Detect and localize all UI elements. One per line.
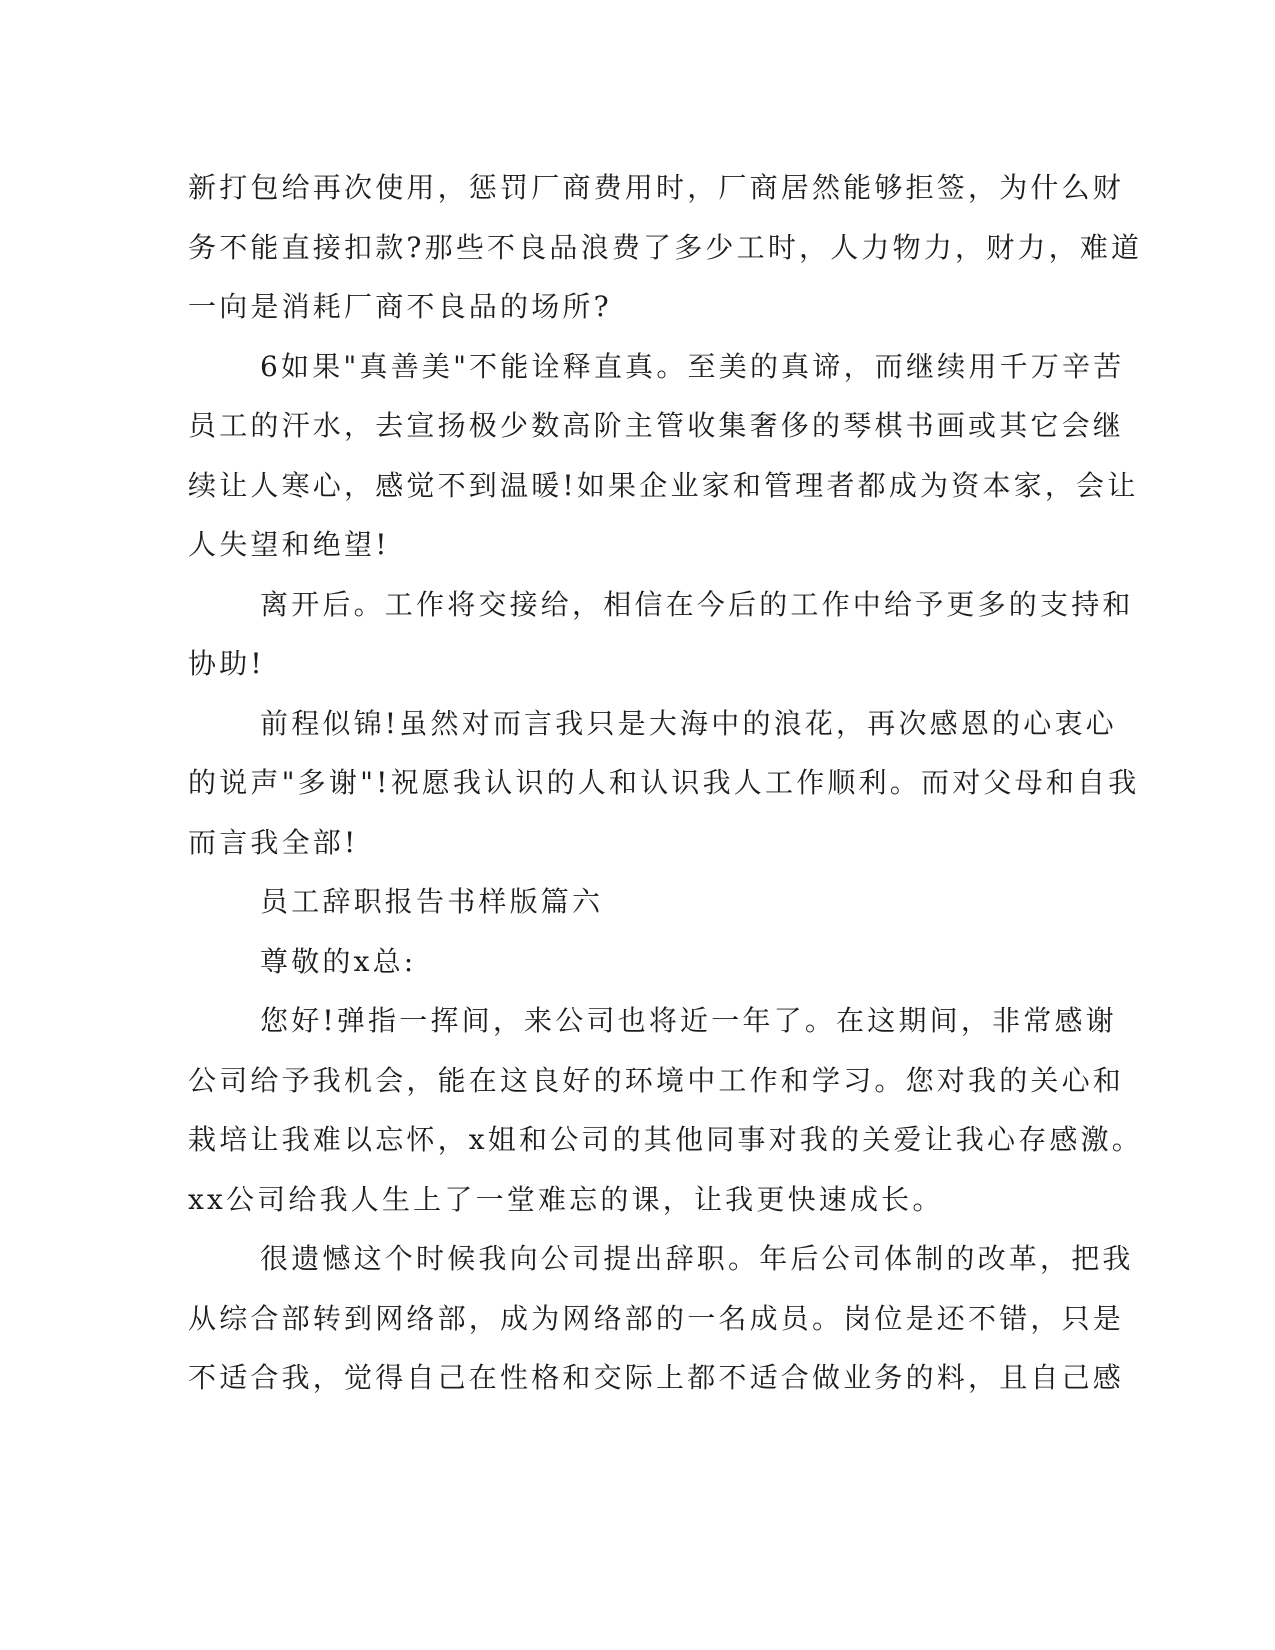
paragraph: [188, 575, 1134, 694]
text-line: 您好!弹指一挥间，来公司也将近一年了。在这期间，非常感谢: [260, 1004, 1117, 1037]
salutation: [188, 932, 1058, 992]
text-line: 很遗憾这个时候我向公司提出辞职。年后公司体制的改革，把我: [260, 1242, 1134, 1275]
paragraph: [188, 158, 1143, 337]
text-line: 离开后。工作将交接给，相信在今后的工作中给予更多的支持和: [260, 587, 1134, 621]
text-line: 续让人寒心，感觉不到温暖!如果企业家和管理者都成为资本家，会让: [188, 468, 1139, 502]
paragraph: [188, 991, 1143, 1229]
text-line: 6如果"真善美"不能诠释直真。至美的真谛，而继续用千万辛苦: [260, 349, 1125, 383]
text-line: 公司给予我机会，能在这良好的环境中工作和学习。您对我的关心和: [188, 1063, 1125, 1097]
text-line: 前程似锦!虽然对而言我只是大海中的浪花，再次感恩的心衷心: [260, 706, 1117, 740]
text-line: 员工辞职报告书样版篇六: [260, 885, 604, 918]
paragraph: [188, 337, 1139, 575]
text-line: 员工的汗水，去宣扬极少数高阶主管收集奢侈的琴棋书画或其它会继: [188, 409, 1125, 442]
text-line: 新打包给再次使用，惩罚厂商费用时，厂商居然能够拒签，为什么财: [188, 171, 1125, 204]
text-line: 尊敬的x总:: [260, 944, 417, 978]
text-line: 的说声"多谢"!祝愿我认识的人和认识我人工作顺利。而对父母和自我: [188, 766, 1140, 799]
text-line: 栽培让我难以忘怀，x姐和公司的其他同事对我的关爱让我心存感激。: [188, 1123, 1143, 1156]
paragraph: [188, 694, 1140, 873]
text-line: 不适合我，觉得自己在性格和交际上都不适合做业务的料，且自己感: [188, 1361, 1125, 1394]
section-heading: [188, 872, 1058, 932]
text-line: 而言我全部!: [188, 825, 359, 859]
text-line: xx公司给我人生上了一堂难忘的课，让我更快速成长。: [188, 1182, 944, 1216]
text-line: 一向是消耗厂商不良品的场所?: [188, 290, 612, 323]
text-line: 务不能直接扣款?那些不良品浪费了多少工时，人力物力，财力，难道: [188, 230, 1143, 264]
paragraph: [188, 1229, 1134, 1408]
document-body: [188, 158, 1143, 1408]
text-line: 协助!: [188, 647, 265, 680]
text-line: 人失望和绝望!: [188, 528, 390, 561]
text-line: 从综合部转到网络部，成为网络部的一名成员。岗位是还不错，只是: [188, 1301, 1125, 1335]
